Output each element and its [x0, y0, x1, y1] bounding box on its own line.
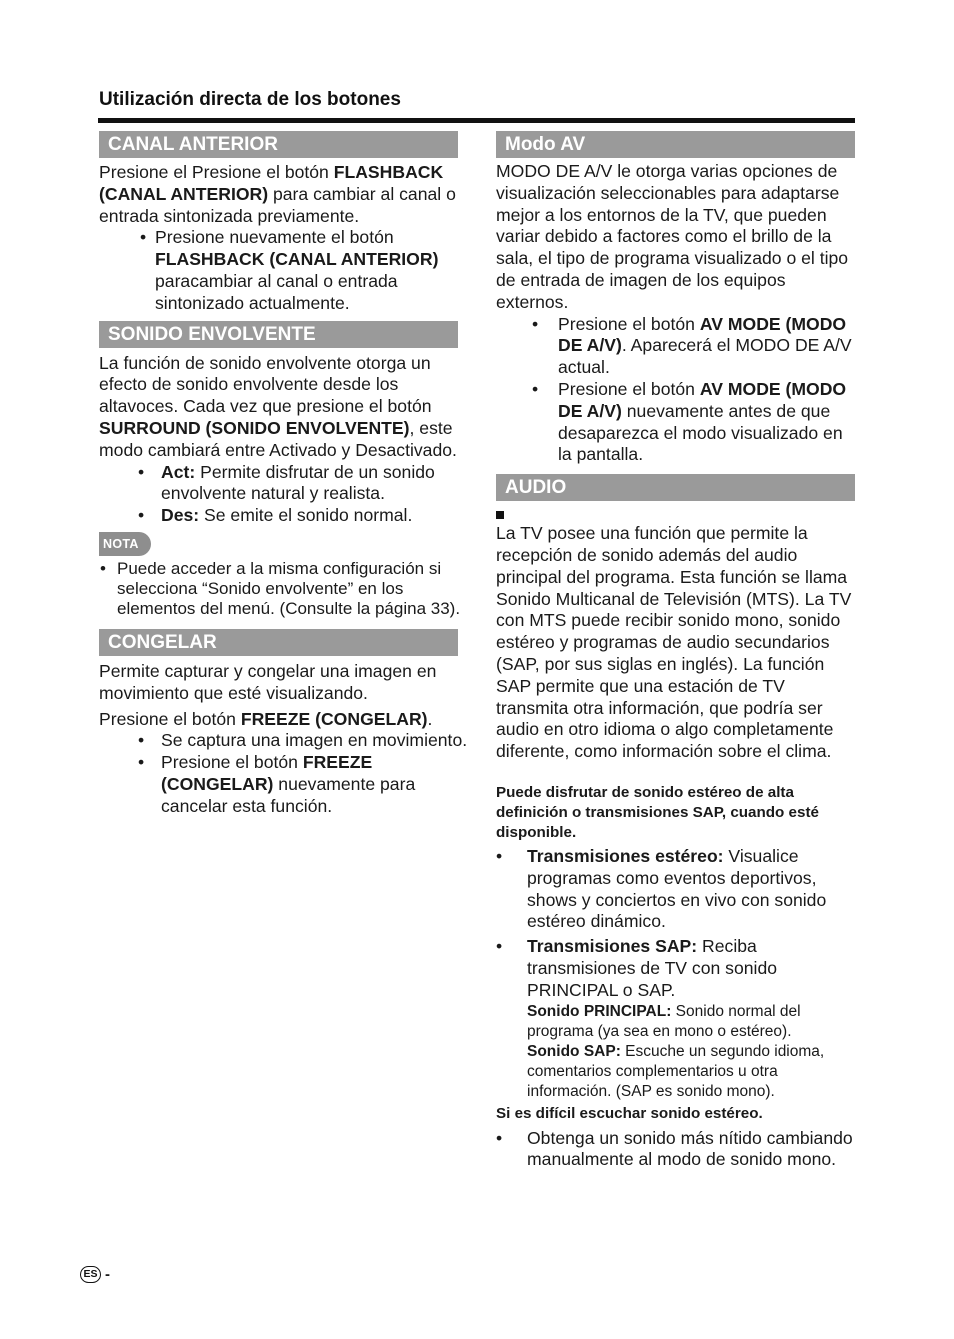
page-footer	[80, 1266, 110, 1283]
audio-list	[496, 846, 858, 1102]
section-heading-congelar: CONGELAR	[99, 629, 458, 656]
list-item: • Presione el botón AV MODE (MODO DE A/V). Aparecerá el MODO DE A/V actual.	[532, 313, 852, 378]
section-heading-sonido-envolvente: SONIDO ENVOLVENTE	[99, 321, 458, 348]
list-item: • Des: Se emite el sonido normal.	[138, 505, 413, 526]
audio-list-2	[496, 1128, 858, 1172]
congelar-list	[99, 730, 471, 817]
canal-anterior-paragraph: Presione el Presione el botón FLASHBACK (CANAL ANTERIOR) para cambiar al canal o entrada sintonizada previamente.	[99, 162, 456, 226]
modo-av-paragraph: MODO DE A/V le otorga varias opciones de visualización seleccionables para adaptarse mejor a los entornos de la TV, que pueden variar debido a factores como el brillo de la sala, el tipo de programa visualizado o el tipo de entrada de imagen de los equipos externos.	[496, 161, 849, 312]
list-item: • Presione nuevamente el botón FLASHBACK (CANAL ANTERIOR) paracambiar al canal o entrada sintonizado actualmente.	[140, 227, 439, 313]
nota-list	[99, 559, 471, 619]
language-badge: ES	[80, 1266, 101, 1283]
header-rule	[98, 118, 855, 123]
modo-av-list	[496, 314, 858, 467]
list-item: • Presione el botón AV MODE (MODO DE A/V) nuevamente antes de que desaparezca el modo visualizado en la pantalla.	[532, 378, 847, 465]
list-item: • Transmisiones estéreo: Visualice programas como eventos deportivos, shows y conciertos en vivo con sonido estéreo dinámico.	[496, 845, 827, 932]
list-item: • Obtenga un sonido más nítido cambiando manualmente al modo de sonido mono.	[496, 1127, 853, 1170]
congelar-paragraph: Permite capturar y congelar una imagen en movimiento que esté visualizando.	[99, 660, 437, 703]
audio-bold-note: Puede disfrutar de sonido estéreo de alta definición o transmisiones SAP, cuando esté disponible.	[496, 783, 819, 841]
section-heading-audio: AUDIO	[496, 474, 855, 501]
right-column	[496, 131, 858, 1171]
page-title: Utilización directa de los botones	[99, 89, 401, 110]
congelar-instruction: Presione el botón FREEZE (CONGELAR).	[99, 708, 433, 729]
sub-note-sap: Sonido SAP: Escuche un segundo idioma, comentarios complementarios u otra información. (SAP es sonido mono).	[527, 1042, 825, 1100]
list-item: • Puede acceder a la misma configuración si selecciona “Sonido envolvente” en los elementos del menú. (Consulte la página 33).	[100, 558, 461, 618]
list-item: • Presione el botón FREEZE (CONGELAR) nuevamente para cancelar esta función.	[138, 752, 416, 816]
canal-anterior-list	[99, 227, 471, 314]
left-column	[99, 131, 471, 818]
audio-paragraph: La TV posee una función que permite la recepción de sonido además del audio principal del programa. Esta función se llama Sonido Multicanal de Televisión (MTS). La TV con MTS puede recibir sonido mono, sonido estéreo y programas de audio secundarios (SAP, por sus siglas en inglés). La función SAP permite que una estación de TV transmita otra información, que podría ser audio en otro idioma o algo completamente diferente, como información sobre el clima.	[496, 523, 852, 762]
list-item: • Act: Permite disfrutar de un sonido envolvente natural y realista.	[138, 461, 435, 504]
list-item: • Se captura una imagen en movimiento.	[138, 730, 468, 751]
square-bullet-icon	[496, 511, 504, 519]
sub-note-principal: Sonido PRINCIPAL: Sonido normal del programa (ya sea en mono o estéreo).	[527, 1002, 801, 1040]
audio-bold-note-2: Si es difícil escuchar sonido estéreo.	[496, 1104, 763, 1122]
section-heading-canal-anterior: CANAL ANTERIOR	[99, 131, 458, 158]
nota-badge: NOTA	[99, 532, 151, 556]
list-item: • Transmisiones SAP: Reciba transmisiones de TV con sonido PRINCIPAL o SAP. Sonido PRINCIPAL: Sonido normal del programa (ya sea en mono o estéreo). Sonido SAP: Escuche un segundo idioma, comentarios complementarios u otra información. (SAP es sonido mono).	[527, 936, 858, 1101]
sonido-envolvente-list	[99, 462, 471, 527]
section-heading-modo-av: Modo AV	[496, 131, 855, 158]
sonido-envolvente-paragraph: La función de sonido envolvente otorga un efecto de sonido envolvente desde los altavoces. Cada vez que presione el botón SURROUND (SONIDO ENVOLVENTE), este modo cambiará entre Activado y Desactivado.	[99, 352, 457, 460]
square-bullet-row	[496, 503, 858, 523]
page-number-dash: -	[105, 1266, 110, 1283]
